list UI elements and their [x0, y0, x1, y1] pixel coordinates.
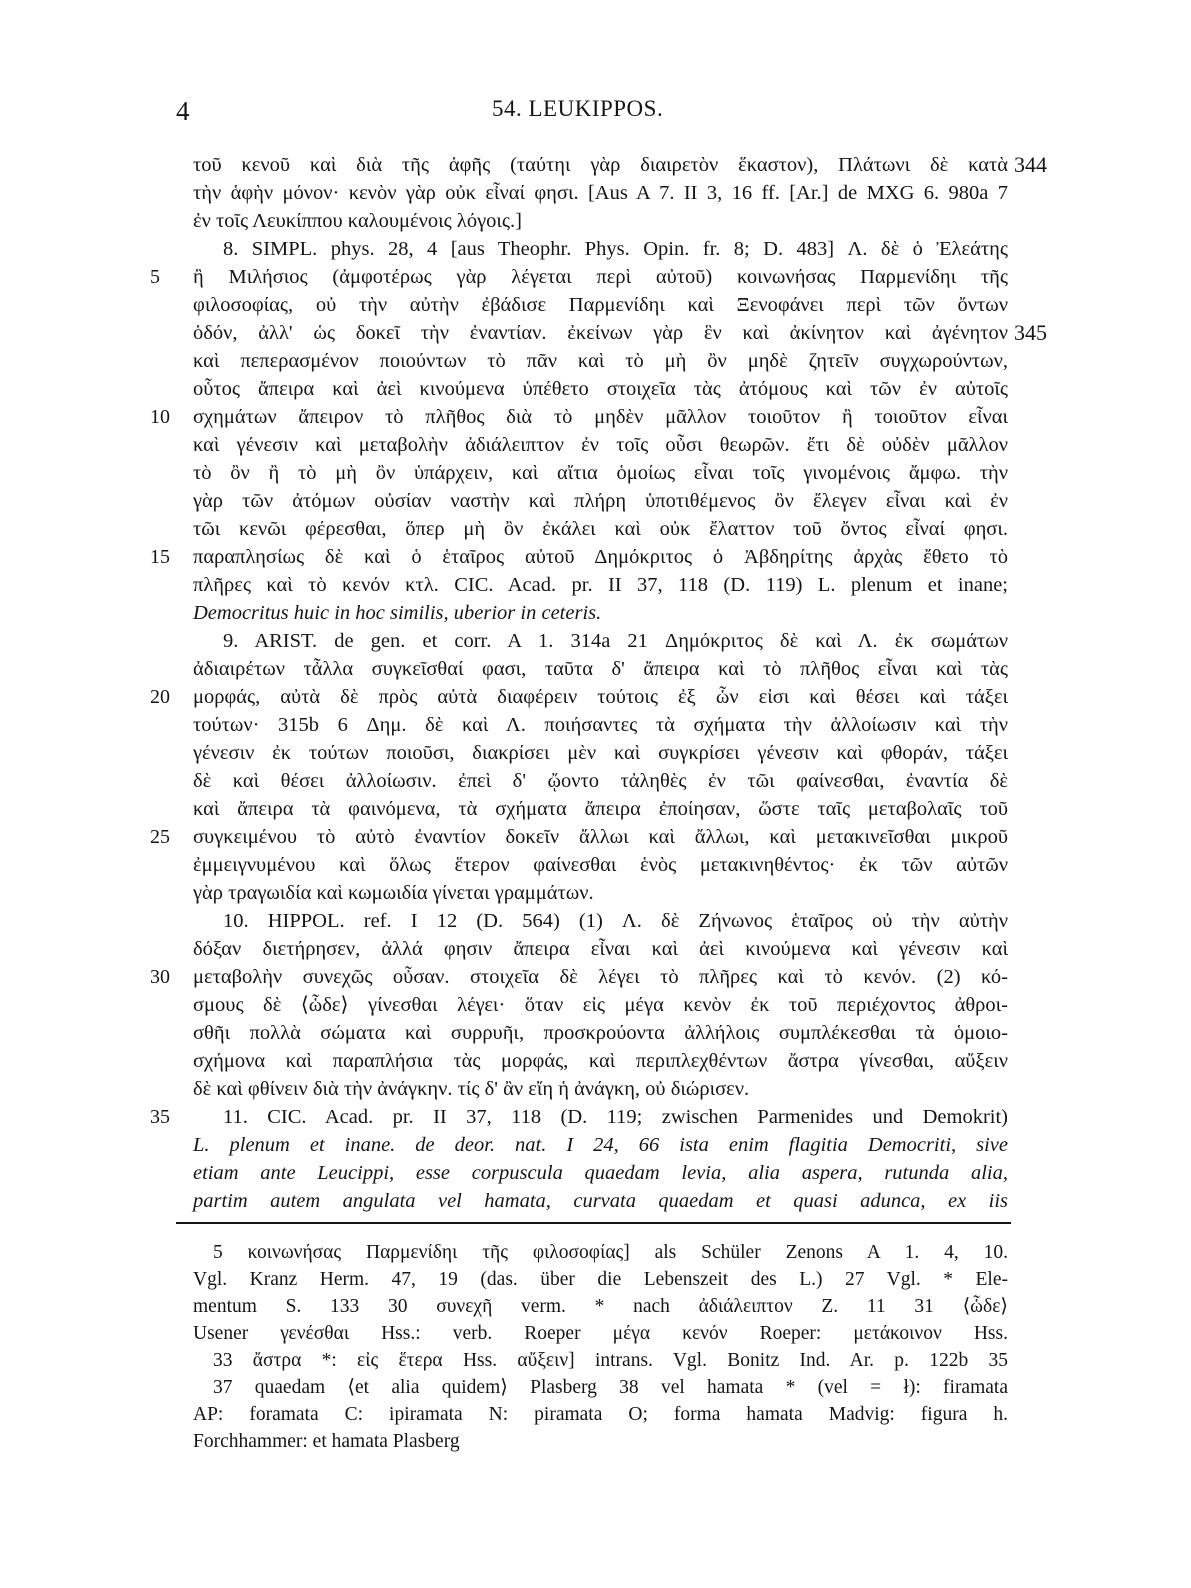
text-line: φιλοσοφίας, οὐ τὴν αὐτὴν ἐβάδισε Παρμενίδηι καὶ Ξενοφάνει περὶ τῶν ὄντων	[193, 294, 1008, 316]
text-line: δόξαν διετήρησεν, ἀλλά φησιν ἄπειρα εἶναι καὶ ἀεὶ κινούμενα καὶ γένεσιν καὶ	[193, 938, 1008, 960]
footnote-line: 5 κοινωνήσας Παρμενίδηι τῆς φιλοσοφίας] als Schüler Zenons A 1. 4, 10.	[213, 1242, 1008, 1263]
text-line: ἐμμειγνυμένου καὶ ὅλως ἕτερον φαίνεσθαι ἑνὸς μετακινηθέντος· ἐκ τῶν αὐτῶν	[193, 854, 1008, 876]
text-line: γὰρ τῶν ἀτόμων οὐσίαν ναστὴν καὶ πλήρη ὑποτιθέμενος ὂν ἔλεγεν εἶναι καὶ ἐν	[193, 490, 1008, 512]
text-line: γένεσιν ἐκ τούτων ποιοῦσι, διακρίσει μὲν καὶ συγκρίσει γένεσιν καὶ φθοράν, τάξει	[193, 742, 1008, 764]
text-line: καὶ γένεσιν καὶ μεταβολὴν ἀδιάλειπτον ἐν τοῖς οὖσι θεωρῶν. ἔτι δὲ οὐδὲν μᾶλλον	[193, 434, 1008, 456]
margin-page-number: 344	[1014, 152, 1047, 177]
text-line: Democritus huic in hoc similis, uberior in ceteris.	[193, 602, 602, 624]
footnote-line: 33 ἄστρα *: εἰς ἕτερα Hss. αὔξειν] intrans. Vgl. Bonitz Ind. Ar. p. 122b 35	[213, 1350, 1008, 1371]
line-number: 30	[150, 966, 170, 988]
text-line: ἀδιαιρέτων τἆλλα συγκεῖσθαί φασι, ταῦτα δ' ἄπειρα καὶ τὸ πλῆθος εἶναι καὶ τὰς	[193, 658, 1008, 680]
text-line: 9. ARIST. de gen. et corr. A 1. 314a 21 Δημόκριτος δὲ καὶ Λ. ἐκ σωμάτων	[223, 630, 1008, 652]
page-number: 4	[176, 96, 190, 126]
page-header	[0, 96, 1191, 128]
line-number: 35	[150, 1106, 170, 1128]
text-line: καὶ ἄπειρα τὰ φαινόμενα, τὰ σχήματα ἄπειρα ἐποίησαν, ὥστε ταῖς μεταβολαῖς τοῦ	[193, 798, 1008, 820]
text-line: καὶ πεπερασμένον ποιούντων τὸ πᾶν καὶ τὸ μὴ ὂν μηδὲ ζητεῖν συγχωρούντων,	[193, 350, 1008, 372]
text-line: 11. CIC. Acad. pr. II 37, 118 (D. 119; zwischen Parmenides und Demokrit)	[223, 1106, 1008, 1128]
text-line: τὴν ἁφὴν μόνον· κενὸν γὰρ οὐκ εἶναί φησι. [Aus A 7. II 3, 16 ff. [Ar.] de MXG 6. 980a 7	[193, 182, 1008, 204]
text-line: ὁδόν, ἀλλ' ὡς δοκεῖ τὴν ἐναντίαν. ἐκείνων γὰρ ἓν καὶ ἀκίνητον καὶ ἀγένητον	[193, 322, 1008, 344]
text-line: σθῆι πολλὰ σώματα καὶ συρρυῆι, προσκρούοντα ἀλλήλοις συμπλέκεσθαι τὰ ὁμοιο-	[193, 1022, 1008, 1044]
line-number: 15	[150, 546, 170, 568]
line-number: 5	[150, 266, 160, 288]
line-number: 10	[150, 406, 170, 428]
text-line: γὰρ τραγωιδία καὶ κωμωιδία γίνεται γραμμάτων.	[193, 882, 594, 904]
footnote-line: mentum S. 133 30 συνεχῆ verm. * nach ἀδιάλειπτον Z. 11 31 ⟨ὧδε⟩	[193, 1296, 1008, 1317]
text-line: etiam ante Leucippi, esse corpuscula quaedam levia, alia aspera, rutunda alia,	[193, 1162, 1008, 1184]
footnote-divider	[176, 1222, 1011, 1224]
footnote-line: Forchhammer: et hamata Plasberg	[193, 1431, 460, 1452]
text-line: συγκειμένου τὸ αὐτὸ ἐναντίον δοκεῖν ἄλλωι καὶ ἄλλωι, καὶ μετακινεῖσθαι μικροῦ	[193, 826, 1008, 848]
running-head: 54. LEUKIPPOS.	[492, 96, 664, 121]
text-line: παραπλησίως δὲ καὶ ὁ ἑταῖρος αὐτοῦ Δημόκριτος ὁ Ἀβδηρίτης ἀρχὰς ἔθετο τὸ	[193, 546, 1008, 568]
text-line: μεταβολὴν συνεχῶς οὖσαν. στοιχεῖα δὲ λέγει τὸ πλῆρες καὶ τὸ κενόν. (2) κό-	[193, 966, 1008, 988]
text-line: partim autem angulata vel hamata, curvata quaedam et quasi adunca, ex iis	[193, 1190, 1008, 1212]
text-line: δὲ καὶ φθίνειν διὰ τὴν ἀνάγκην. τίς δ' ἂν εἴη ἡ ἀνάγκη, οὐ διώρισεν.	[193, 1078, 750, 1100]
text-line: τὸ ὂν ἢ τὸ μὴ ὂν ὑπάρχειν, καὶ αἴτια ὁμοίως εἶναι τοῖς γινομένοις ἄμφω. τὴν	[193, 462, 1008, 484]
text-line: σχήμονα καὶ παραπλήσια τὰς μορφάς, καὶ περιπλεχθέντων ἄστρα γίνεσθαι, αὔξειν	[193, 1050, 1008, 1072]
text-line: 10. HIPPOL. ref. I 12 (D. 564) (1) Λ. δὲ Ζήνωνος ἑταῖρος οὐ τὴν αὐτὴν	[223, 910, 1008, 932]
text-line: οὗτος ἄπειρα καὶ ἀεὶ κινούμενα ὑπέθετο στοιχεῖα τὰς ἀτόμους καὶ τῶν ἐν αὐτοῖς	[193, 378, 1008, 400]
footnote-line: AP: foramata C: ipiramata N: piramata O; forma hamata Madvig: figura h.	[193, 1404, 1008, 1425]
text-line: ἢ Μιλήσιος (ἀμφοτέρως γὰρ λέγεται περὶ αὐτοῦ) κοινωνήσας Παρμενίδηι τῆς	[193, 266, 1008, 288]
margin-page-number: 345	[1014, 320, 1047, 345]
text-line: ἐν τοῖς Λευκίππου καλουμένοις λόγοις.]	[193, 210, 523, 232]
text-line: τοῦ κενοῦ καὶ διὰ τῆς ἁφῆς (ταύτηι γὰρ διαιρετὸν ἕκαστον), Πλάτωνι δὲ κατὰ	[193, 154, 1008, 176]
text-line: 8. SIMPL. phys. 28, 4 [aus Theophr. Phys. Opin. fr. 8; D. 483] Λ. δὲ ὁ Ἐλεάτης	[223, 238, 1008, 260]
line-number: 20	[150, 686, 170, 708]
text-line: τῶι κενῶι φέρεσθαι, ὅπερ μὴ ὂν ἐκάλει καὶ οὐκ ἔλαττον τοῦ ὄντος εἶναί φησι.	[193, 518, 1008, 540]
text-line: τούτων· 315b 6 Δημ. δὲ καὶ Λ. ποιήσαντες τὰ σχήματα τὴν ἀλλοίωσιν καὶ τὴν	[193, 714, 1008, 736]
line-number: 25	[150, 826, 170, 848]
text-line: L. plenum et inane. de deor. nat. I 24, 66 ista enim flagitia Democriti, sive	[193, 1134, 1008, 1156]
footnote-line: Vgl. Kranz Herm. 47, 19 (das. über die Lebenszeit des L.) 27 Vgl. * Ele-	[193, 1269, 1008, 1290]
footnote-line: 37 quaedam ⟨et alia quidem⟩ Plasberg 38 vel hamata * (vel = ł): firamata	[213, 1377, 1008, 1398]
text-line: μορφάς, αὐτὰ δὲ πρὸς αὐτὰ διαφέρειν τούτοις ἐξ ὧν εἰσι καὶ θέσει καὶ τάξει	[193, 686, 1008, 708]
text-line: δὲ καὶ θέσει ἀλλοίωσιν. ἐπεὶ δ' ᾤοντο τἀληθὲς ἐν τῶι φαίνεσθαι, ἐναντία δὲ	[193, 770, 1008, 792]
text-line: σχημάτων ἄπειρον τὸ πλῆθος διὰ τὸ μηδὲν μᾶλλον τοιοῦτον ἢ τοιοῦτον εἶναι	[193, 406, 1008, 428]
text-line: σμους δὲ ⟨ὧδε⟩ γίνεσθαι λέγει· ὅταν εἰς μέγα κενὸν ἐκ τοῦ περιέχοντος ἀθροι-	[193, 994, 1008, 1016]
footnote-line: Usener γενέσθαι Hss.: verb. Roeper μέγα κενόν Roeper: μετάκοινον Hss.	[193, 1323, 1008, 1344]
text-line: πλῆρες καὶ τὸ κενόν κτλ. CIC. Acad. pr. II 37, 118 (D. 119) L. plenum et inane;	[193, 574, 1008, 596]
